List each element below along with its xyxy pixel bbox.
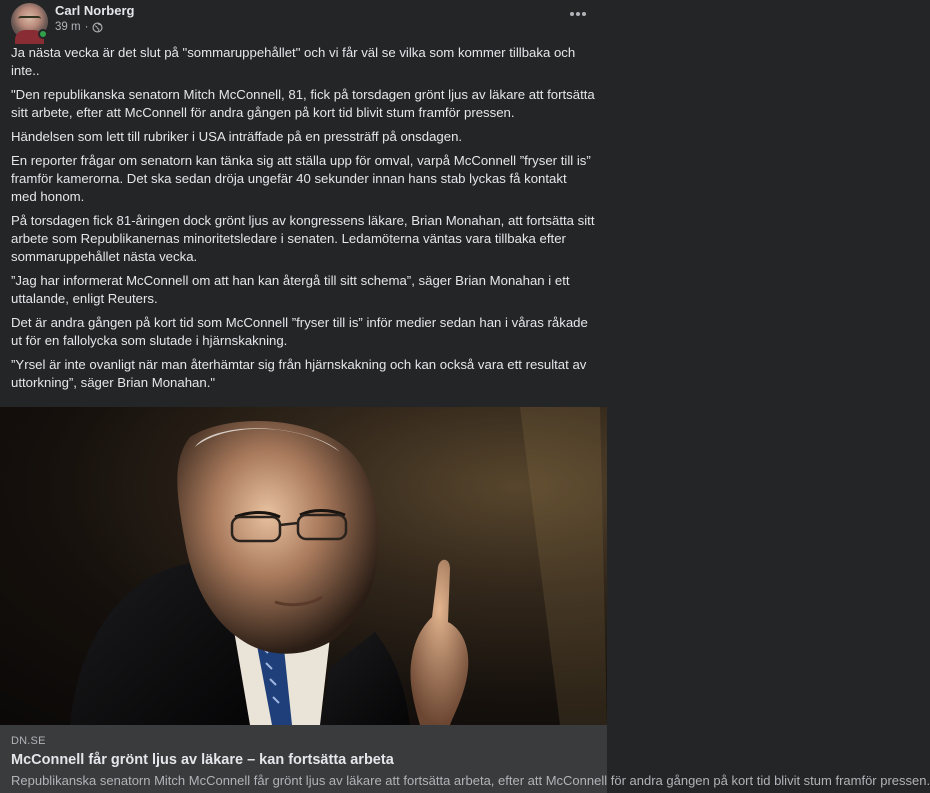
meta-separator: · [84, 21, 89, 33]
post-body [11, 44, 595, 398]
post-paragraph: Det är andra gången på kort tid som McConnell ”fryser till is” inför medier sedan han i våras råkade ut för en fallolycka som slutade i hjärnskakning. [11, 315, 588, 348]
globe-icon[interactable] [92, 22, 103, 33]
post-header [11, 3, 596, 39]
avatar-glasses [18, 16, 41, 22]
post-meta [55, 21, 103, 33]
link-preview-card[interactable] [0, 725, 930, 793]
link-title[interactable]: McConnell får grönt ljus av läkare – kan fortsätta arbeta [11, 752, 394, 768]
post-paragraph: "Den republikanska senatorn Mitch McConnell, 81, fick på torsdagen grönt ljus av läkare att fortsätta sitt arbete, efter att McConnell för andra gången på kort tid blivit stum framför pressen. [11, 87, 595, 120]
post-paragraph: Händelsen som lett till rubriker i USA inträffade på en pressträff på onsdagen. [11, 129, 463, 144]
author-name[interactable]: Carl Norberg [55, 3, 135, 18]
link-domain: DN.SE [11, 735, 46, 747]
post-paragraph: ”Yrsel är inte ovanligt när man återhämtar sig från hjärnskakning och kan också vara ett resultat av uttorkning”, säger Brian Monahan." [11, 357, 587, 390]
post-paragraph: På torsdagen fick 81-åringen dock grönt ljus av kongressens läkare, Brian Monahan, att fortsätta sitt arbete som Republikanernas minoritetsledare i senaten. Ledamöterna väntas vara tillbaka efter sommaruppehållet nästa vecka. [11, 213, 595, 264]
more-options-icon[interactable] [570, 9, 588, 19]
post-paragraph: ”Jag har informerat McConnell om att han kan återgå till sitt schema”, säger Brian Monahan i ett uttalande, enligt Reuters. [11, 273, 570, 306]
post-paragraph: En reporter frågar om senatorn kan tänka sig att ställa upp för omval, varpå McConnell ”fryser till is” framför kamerorna. Det ska sedan dröja ungefär 40 sekunder innan hans stab lyckas få kontakt med honom. [11, 153, 591, 204]
post-paragraph: Ja nästa vecka är det slut på "sommaruppehållet" och vi får väl se vilka som kommer tillbaka och inte.. [11, 45, 576, 78]
online-status-indicator [38, 29, 48, 39]
post-timestamp[interactable]: 39 m [55, 21, 81, 33]
link-description: Republikanska senatorn Mitch McConnell får grönt ljus av läkare att fortsätta arbeta, efter att McConnell för andra gången på kort tid blivit stum framför pressen. [11, 773, 930, 788]
link-preview-image[interactable] [0, 407, 607, 725]
